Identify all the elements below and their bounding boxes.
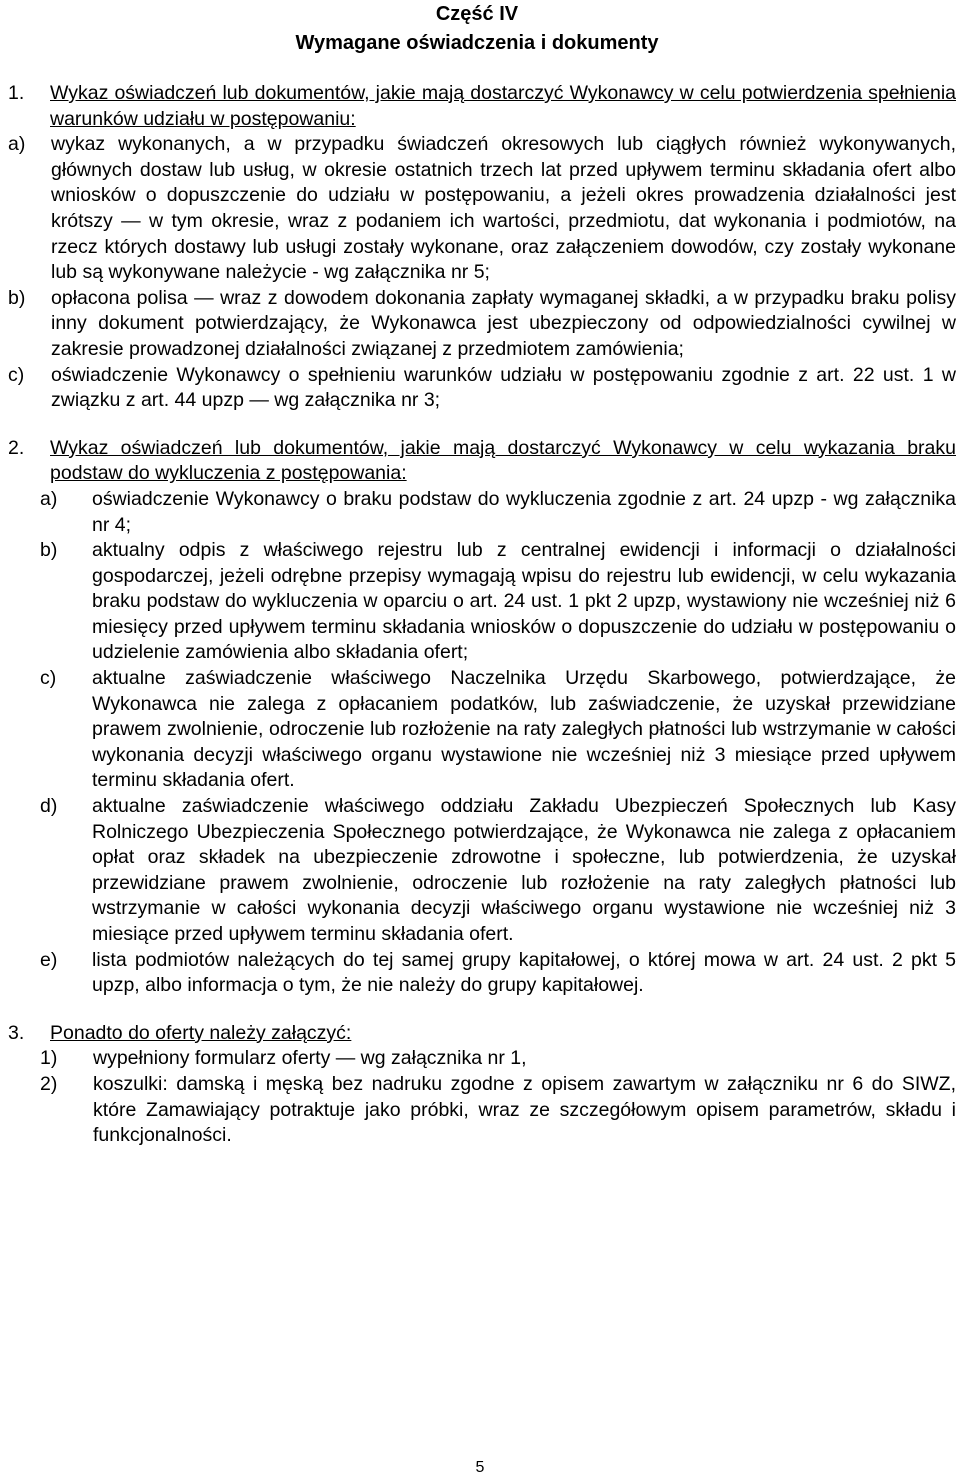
section-1-item-a bbox=[8, 132, 956, 286]
section-1-heading: Wykaz oświadczeń lub dokumentów, jakie mają dostarczyć Wykonawcy w celu potwierdzenia spełnienia warunków udziału w postępowaniu: bbox=[50, 82, 956, 130]
item-label: c) bbox=[8, 363, 25, 386]
item-text: wykaz wykonanych, a w przypadku świadczeń okresowych lub ciągłych również wykonywanych, głównych dostaw lub usług, w okresie ostatnich trzech lat przed upływem terminu składania ofert albo wniosków o dopuszczenie do udziału w postępowaniu, a jeżeli okres prowadzenia działalności jest krótszy — w tym okresie, wraz z podaniem ich wartości, przedmiotu, dat wykonania i podmiotów, na rzecz których dostawy lub usługi zostały wykonane, oraz załączeniem dowodów, czy zostały wykonane lub są wykonywane należycie - wg załącznika nr 5; bbox=[51, 133, 956, 284]
section-1-item-b bbox=[8, 286, 956, 363]
item-text: aktualny odpis z właściwego rejestru lub z centralnej ewidencji i informacji o działalności gospodarczej, jeżeli odrębne przepisy wymagają wpisu do rejestru lub ewidencji, w celu wykazania braku podstaw do wykluczenia w oparciu o art. 24 ust. 1 pkt 2 upzp, wystawiony nie wcześniej niż 6 miesięcy przed upływem terminu składania wniosków o dopuszczenie do udziału w postępowaniu o udzielenie zamówienia albo składania ofert; bbox=[92, 539, 956, 664]
section-2-item-d bbox=[40, 794, 956, 948]
section-2-number: 2. bbox=[8, 436, 25, 459]
section-1-body bbox=[8, 81, 956, 414]
document-page bbox=[8, 0, 956, 1149]
item-text: oświadczenie Wykonawcy o spełnieniu warunków udziału w postępowaniu zgodnie z art. 22 ust. 1 w związku z art. 44 upzp — wg załącznika nr 3; bbox=[51, 363, 956, 412]
part-heading: Część IV bbox=[435, 3, 519, 25]
section-2-item-b bbox=[40, 538, 956, 666]
section-3 bbox=[8, 1021, 956, 1149]
item-label: 1) bbox=[40, 1047, 58, 1070]
item-label: 2) bbox=[40, 1072, 58, 1095]
section-2-item-c bbox=[40, 666, 956, 794]
section-3-heading: Ponadto do oferty należy załączyć: bbox=[50, 1021, 352, 1044]
item-text: aktualne zaświadczenie właściwego Naczelnika Urzędu Skarbowego, potwierdzające, że Wykonawca nie zalega z opłacaniem podatków, lub zaświadczenie, że uzyskał przewidziane prawem zwolnienie, odroczenie lub rozłożenie na raty zaległych płatności lub wstrzymanie w całości wykonania decyzji właściwego organu wystawione nie wcześniej niż 3 miesiące przed upływem terminu składania ofert. bbox=[92, 667, 956, 792]
item-label: b) bbox=[40, 539, 58, 562]
section-3-body bbox=[40, 1021, 956, 1149]
section-2-item-a bbox=[40, 487, 956, 538]
section-2-body bbox=[40, 436, 956, 999]
item-text: koszulki: damską i męską bez nadruku zgodne z opisem zawartym w załączniku nr 6 do SIWZ, które Zamawiający potraktuje jako próbki, wraz ze szczegółowym opisem parametrów, składu i funkcjonalności. bbox=[93, 1072, 956, 1147]
section-3-item-1 bbox=[40, 1046, 956, 1072]
document-title: Wymagane oświadczenia i dokumenty bbox=[295, 32, 659, 54]
section-3-item-2 bbox=[40, 1072, 956, 1149]
item-label: b) bbox=[8, 286, 26, 309]
item-label: a) bbox=[40, 487, 58, 510]
item-text: lista podmiotów należących do tej samej grupy kapitałowej, o której mowa w art. 24 ust. 2 pkt 5 upzp, albo informacja o tym, że nie należy do grupy kapitałowej. bbox=[92, 948, 956, 997]
item-text: wypełniony formularz oferty — wg załącznika nr 1, bbox=[93, 1047, 527, 1070]
section-1-item-c bbox=[8, 363, 956, 414]
item-label: a) bbox=[8, 133, 26, 156]
section-2 bbox=[8, 436, 956, 999]
section-1-number: 1. bbox=[8, 82, 25, 104]
page-number: 5 bbox=[475, 1459, 485, 1476]
item-text: aktualne zaświadczenie właściwego oddziału Zakładu Ubezpieczeń Społecznych lub Kasy Rolniczego Ubezpieczenia Społecznego potwierdzające, że Wykonawca nie zalega z opłacaniem opłat oraz składek na ubezpieczenie zdrowotne i społeczne, lub potwierdzenia, że uzyskał przewidziane prawem zwolnienie, odroczenie lub rozłożenie na raty zaległych płatności lub wstrzymanie w całości wykonania decyzji właściwego organu wystawione nie wcześniej niż 3 miesiące przed upływem terminu składania ofert. bbox=[92, 795, 956, 945]
item-label: c) bbox=[40, 667, 57, 690]
section-2-item-e bbox=[40, 948, 956, 999]
section-3-number: 3. bbox=[8, 1021, 25, 1044]
item-text: oświadczenie Wykonawcy o braku podstaw do wykluczenia zgodnie z art. 24 upzp - wg załącznika nr 4; bbox=[92, 487, 956, 536]
item-text: opłacona polisa — wraz z dowodem dokonania zapłaty wymaganej składki, a w przypadku braku polisy inny dokument potwierdzający, że Wykonawca jest ubezpieczony od odpowiedzialności cywilnej w zakresie prowadzonej działalności związanej z przedmiotem zamówienia; bbox=[51, 286, 956, 360]
item-label: d) bbox=[40, 795, 58, 818]
section-2-heading: Wykaz oświadczeń lub dokumentów, jakie mają dostarczyć Wykonawcy w celu wykazania braku podstaw do wykluczenia z postępowania: bbox=[50, 436, 956, 485]
item-label: e) bbox=[40, 948, 58, 971]
section-1 bbox=[8, 81, 956, 414]
